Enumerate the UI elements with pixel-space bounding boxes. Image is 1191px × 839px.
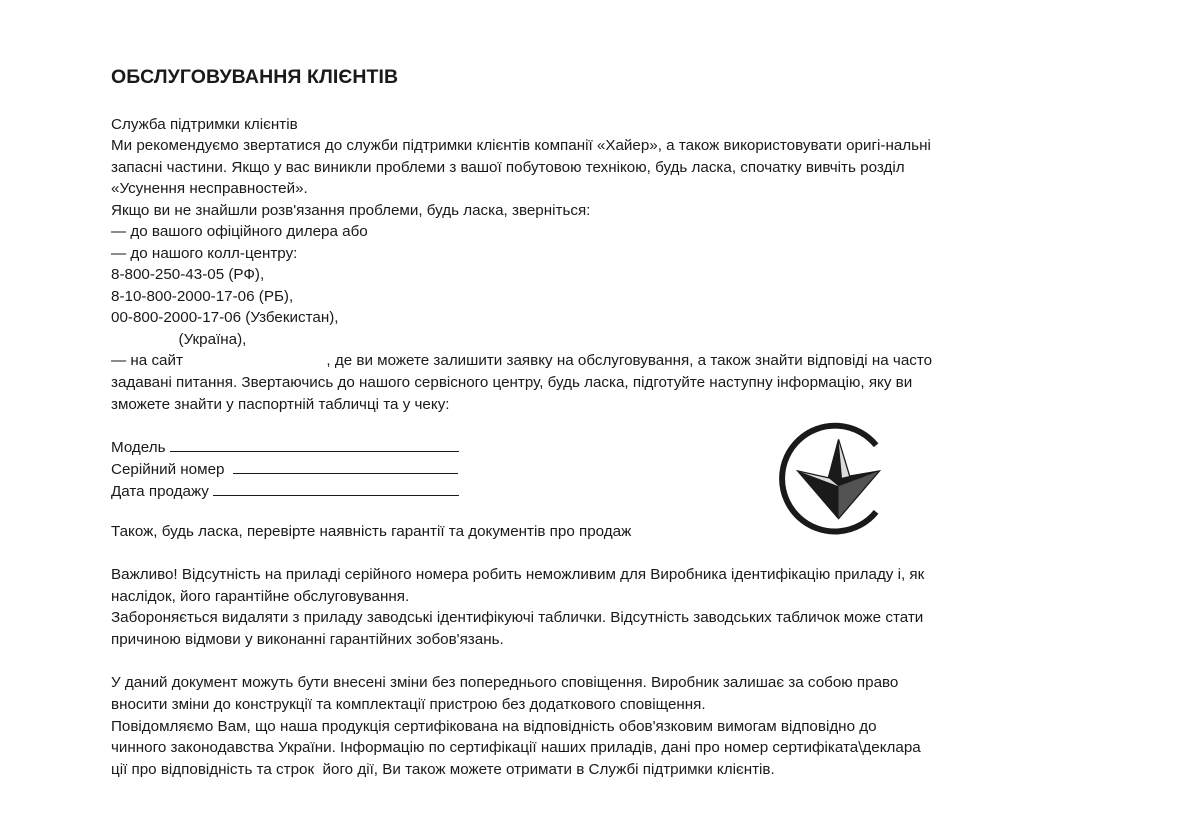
model-blank [170, 437, 459, 452]
ukraine-conformity-mark-icon [772, 418, 900, 546]
model-field [111, 437, 459, 457]
intro-line: — до нашого колл-центру: [111, 245, 298, 262]
date-blank [213, 481, 459, 496]
phone-uz: 00-800-2000-17-06 (Узбекистан), [111, 309, 339, 326]
intro-line: Ми рекомендуємо звертатися до служби підтримки клієнтів компанії «Хайер», а також використовувати оригі-нальні [111, 137, 931, 154]
serial-field [111, 459, 458, 479]
notice-line: вносити зміни до конструкції та комплектації пристрою без додаткового сповіщення. [111, 696, 706, 713]
serial-label: Серійний номер [111, 461, 225, 478]
important-line: Важливо! Відсутність на приладі серійного номера робить неможливим для Виробника ідентифікацію приладу і, як [111, 566, 925, 583]
intro-line: «Усунення несправностей». [111, 180, 308, 197]
phone-by: 8-10-800-2000-17-06 (РБ), [111, 288, 294, 305]
warranty-note: Також, будь ласка, перевірте наявність гарантії та документів про продаж [111, 523, 632, 540]
intro-line: зможете знайти у паспортній табличці та у чеку: [111, 396, 450, 413]
intro-line: задавані питання. Звертаючись до нашого сервісного центру, будь ласка, підготуйте наступну інформацію, яку ви [111, 374, 913, 391]
notice-line: Повідомляємо Вам, що наша продукція сертифікована на відповідність обов'язковим вимогам відповідно до [111, 718, 877, 735]
intro-line: Служба підтримки клієнтів [111, 116, 298, 133]
intro-line: Якщо ви не знайшли розв'язання проблеми, будь ласка, зверніться: [111, 202, 591, 219]
important-line: причиною відмови у виконанні гарантійних зобов'язань. [111, 631, 504, 648]
model-label: Модель [111, 439, 166, 456]
important-line: Забороняється видаляти з приладу заводські ідентифікуючі таблички. Відсутність заводських табличок може стати [111, 609, 924, 626]
notice-line: У даний документ можуть бути внесені зміни без попереднього сповіщення. Виробник залишає за собою право [111, 674, 899, 691]
date-label: Дата продажу [111, 483, 209, 500]
phone-ua: (Україна), [111, 331, 247, 348]
date-field [111, 481, 459, 501]
notice-line: ції про відповідність та строк його дії, Ви також можете отримати в Службі підтримки клієнтів. [111, 761, 775, 778]
serial-blank [233, 459, 458, 474]
intro-line: — на сайт , де ви можете залишити заявку на обслуговування, а також знайти відповіді на часто [111, 352, 933, 369]
intro-line: — до вашого офіційного дилера або [111, 223, 368, 240]
intro-line: запасні частини. Якщо у вас виникли проблеми з вашої побутовою технікою, будь ласка, спочатку вивчіть розділ [111, 159, 905, 176]
page-title: ОБСЛУГОВУВАННЯ КЛІЄНТІВ [111, 66, 399, 88]
notice-line: чинного законодавства України. Інформацію по сертифікації наших приладів, дані про номер сертифіката\деклара [111, 739, 921, 756]
phone-ru: 8-800-250-43-05 (РФ), [111, 266, 265, 283]
important-line: наслідок, його гарантійне обслуговування. [111, 588, 410, 605]
